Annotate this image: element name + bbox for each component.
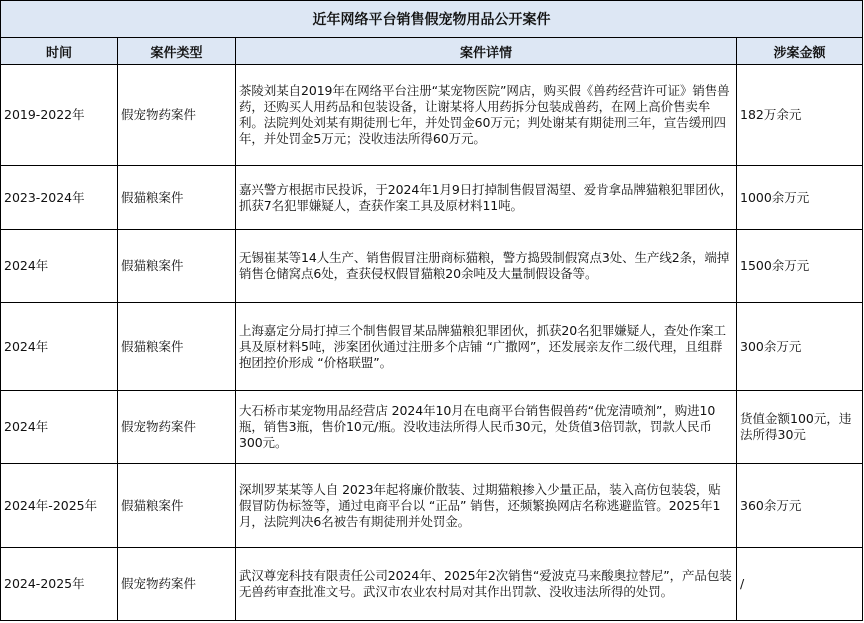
cell-time: 2024-2025年 bbox=[1, 548, 118, 621]
table-row bbox=[1, 464, 863, 548]
header-type: 案件类型 bbox=[118, 38, 236, 65]
cell-type: 假宠物药案件 bbox=[118, 65, 236, 166]
header-amount: 涉案金额 bbox=[737, 38, 863, 65]
table-row bbox=[1, 230, 863, 303]
cell-amount: / bbox=[737, 548, 863, 621]
cell-detail: 大石桥市某宠物用品经营店 2024年10月在电商平台销售假兽药“优宠清喷剂”，购进10瓶，销售3瓶，售价10元/瓶。没收违法所得人民币30元，处货值3倍罚款，罚款人民币300元。 bbox=[236, 391, 737, 464]
table-title: 近年网络平台销售假宠物用品公开案件 bbox=[1, 1, 863, 38]
cell-time: 2024年 bbox=[1, 230, 118, 303]
cell-amount: 182万余元 bbox=[737, 65, 863, 166]
table-row bbox=[1, 548, 863, 621]
cell-time: 2024年 bbox=[1, 303, 118, 391]
table-row bbox=[1, 303, 863, 391]
table-row bbox=[1, 65, 863, 166]
cell-amount: 1000余万元 bbox=[737, 166, 863, 230]
cell-detail: 上海嘉定分局打掉三个制售假冒某品牌猫粮犯罪团伙，抓获20名犯罪嫌疑人，查处作案工具及原材料5吨，涉案团伙通过注册多个店铺 “广撒网”，还发展亲友作二级代理，且组群抱团控价形成 “价格联盟”。 bbox=[236, 303, 737, 391]
cell-time: 2024年-2025年 bbox=[1, 464, 118, 548]
cell-detail: 无锡崔某等14人生产、销售假冒注册商标猫粮，警方捣毁制假窝点3处、生产线2条，端掉销售仓储窝点6处，查获侵权假冒猫粮20余吨及大量制假设备等。 bbox=[236, 230, 737, 303]
cell-detail: 嘉兴警方根据市民投诉，于2024年1月9日打掉制售假冒渴望、爱肯拿品牌猫粮犯罪团伙，抓获7名犯罪嫌疑人，查获作案工具及原材料11吨。 bbox=[236, 166, 737, 230]
table-row bbox=[1, 391, 863, 464]
cell-type: 假宠物药案件 bbox=[118, 391, 236, 464]
cell-type: 假宠物药案件 bbox=[118, 548, 236, 621]
cell-detail: 武汉尊宠科技有限责任公司2024年、2025年2次销售“爱波克马来酸奥拉替尼”，产品包装无兽药审查批准文号。武汉市农业农村局对其作出罚款、没收违法所得的处罚。 bbox=[236, 548, 737, 621]
cell-type: 假猫粮案件 bbox=[118, 464, 236, 548]
cell-time: 2019-2022年 bbox=[1, 65, 118, 166]
cell-time: 2024年 bbox=[1, 391, 118, 464]
cell-amount: 300余万元 bbox=[737, 303, 863, 391]
cell-detail: 茶陵刘某自2019年在网络平台注册“某宠物医院”网店，购买假《兽药经营许可证》销售兽药，还购买人用药品和包装设备，让谢某将人用药拆分包装成兽药，在网上高价售卖牟利。法院判处刘某有期徒刑七年，并处罚金60万元；判处谢某有期徒刑三年，宣告缓刑四年，并处罚金5万元；没收违法所得60万元。 bbox=[236, 65, 737, 166]
cell-type: 假猫粮案件 bbox=[118, 166, 236, 230]
cell-amount: 360余万元 bbox=[737, 464, 863, 548]
cell-amount: 1500余万元 bbox=[737, 230, 863, 303]
table-row bbox=[1, 166, 863, 230]
header-detail: 案件详情 bbox=[236, 38, 737, 65]
cell-amount: 货值金额100元，违法所得30元 bbox=[737, 391, 863, 464]
cell-time: 2023-2024年 bbox=[1, 166, 118, 230]
cell-type: 假猫粮案件 bbox=[118, 303, 236, 391]
title-row bbox=[1, 1, 863, 38]
cell-detail: 深圳罗某某等人自 2023年起将廉价散装、过期猫粮掺入少量正品，装入高仿包装袋，贴假冒防伪标签等，通过电商平台以 “正品” 销售，还频繁换网店名称逃避监管。2025年1月，法院判决6名被告有期徒刑并处罚金。 bbox=[236, 464, 737, 548]
header-time: 时间 bbox=[1, 38, 118, 65]
header-row bbox=[1, 38, 863, 65]
cell-type: 假猫粮案件 bbox=[118, 230, 236, 303]
